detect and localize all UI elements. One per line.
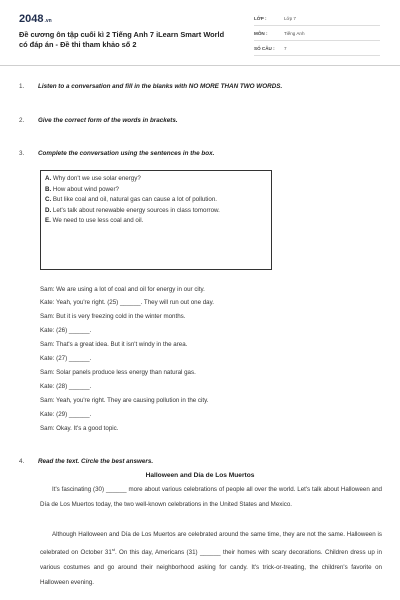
dialogue-line: Kate: (26) ______. [40, 327, 92, 334]
meta-value: Tiếng Anh [284, 31, 305, 36]
box-item-d: D. Let's talk about renewable energy sources in class tomorrow. [45, 206, 220, 214]
meta-value: Lớp 7 [284, 16, 296, 21]
site-logo[interactable] [19, 13, 52, 25]
dialogue-line: Sam: Solar panels produce less energy than natural gas. [40, 369, 196, 376]
title-line-1: Đề cương ôn tập cuối kì 2 Tiếng Anh 7 iLearn Smart World [19, 30, 225, 39]
meta-count [254, 44, 380, 56]
box-item-a: A. Why don't we use solar energy? [45, 175, 141, 182]
header-divider [0, 65, 400, 66]
question-number: 4. [19, 458, 25, 465]
meta-label: LỚP : [254, 16, 267, 21]
page-title [19, 30, 244, 50]
meta-value: 7 [284, 46, 287, 51]
box-item-c: C. But like coal and oil, natural gas can cause a lot of pollution. [45, 196, 217, 203]
question-number: 3. [19, 150, 25, 157]
question-instruction: Listen to a conversation and fill in the blanks with NO MORE THAN TWO WORDS. [38, 83, 283, 90]
title-line-2: có đáp án - Đề thi tham khảo số 2 [19, 40, 137, 49]
dialogue-line: Kate: (27) ______. [40, 355, 92, 362]
logo-text: 2048 [19, 13, 44, 25]
dialogue-line: Kate: Yeah, you're right. (25) ______. They will run out one day. [40, 299, 214, 306]
question-number: 2. [19, 117, 25, 124]
meta-label: MÔN : [254, 31, 268, 36]
dialogue-line: Sam: But it is very freezing cold in the winter months. [40, 313, 186, 320]
dialogue-line: Sam: Okay. It's a good topic. [40, 425, 119, 432]
dialogue-line: Sam: Yeah, you're right. They are causing pollution in the city. [40, 397, 209, 404]
logo-suffix: .vn [44, 18, 52, 24]
passage-title: Halloween and Día de Los Muertos [145, 472, 255, 479]
meta-class [254, 14, 380, 26]
dialogue-line: Sam: We are using a lot of coal and oil for energy in our city. [40, 286, 205, 293]
dialogue-line: Sam: That's a great idea. But it isn't windy in the area. [40, 341, 188, 348]
question-number: 1. [19, 83, 25, 90]
meta-subject [254, 29, 380, 41]
passage-paragraph-2: Although Halloween and Día de Los Muertos are celebrated around the same time, they are not the same. Halloween is celebrated on October 31st. On this day, Americans (31) ______ their homes with scary decorations. Children dress up in various costumes and go around their neighborhood asking for candy. It's trick-or-treating, the children's favorite on Halloween evening. [40, 531, 382, 587]
question-instruction: Read the text. Circle the best answers. [38, 458, 154, 465]
question-instruction: Give the correct form of the words in brackets. [38, 117, 178, 124]
meta-label: SỐ CÂU : [254, 46, 275, 51]
passage-paragraph-1: It's fascinating (30) ______ more about various celebrations of people all over the world. Let's talk about Halloween and Día de Los Muertos today, the two well-known celebrations in the United States and Mexico. [40, 486, 382, 508]
box-item-b: B. How about wind power? [45, 185, 119, 193]
box-item-e: E. We need to use less coal and oil. [45, 217, 144, 224]
question-instruction: Complete the conversation using the sentences in the box. [38, 150, 215, 157]
sentence-box [40, 170, 272, 270]
dialogue-line: Kate: (29) ______. [40, 411, 92, 418]
dialogue-line: Kate: (28) ______. [40, 383, 92, 390]
